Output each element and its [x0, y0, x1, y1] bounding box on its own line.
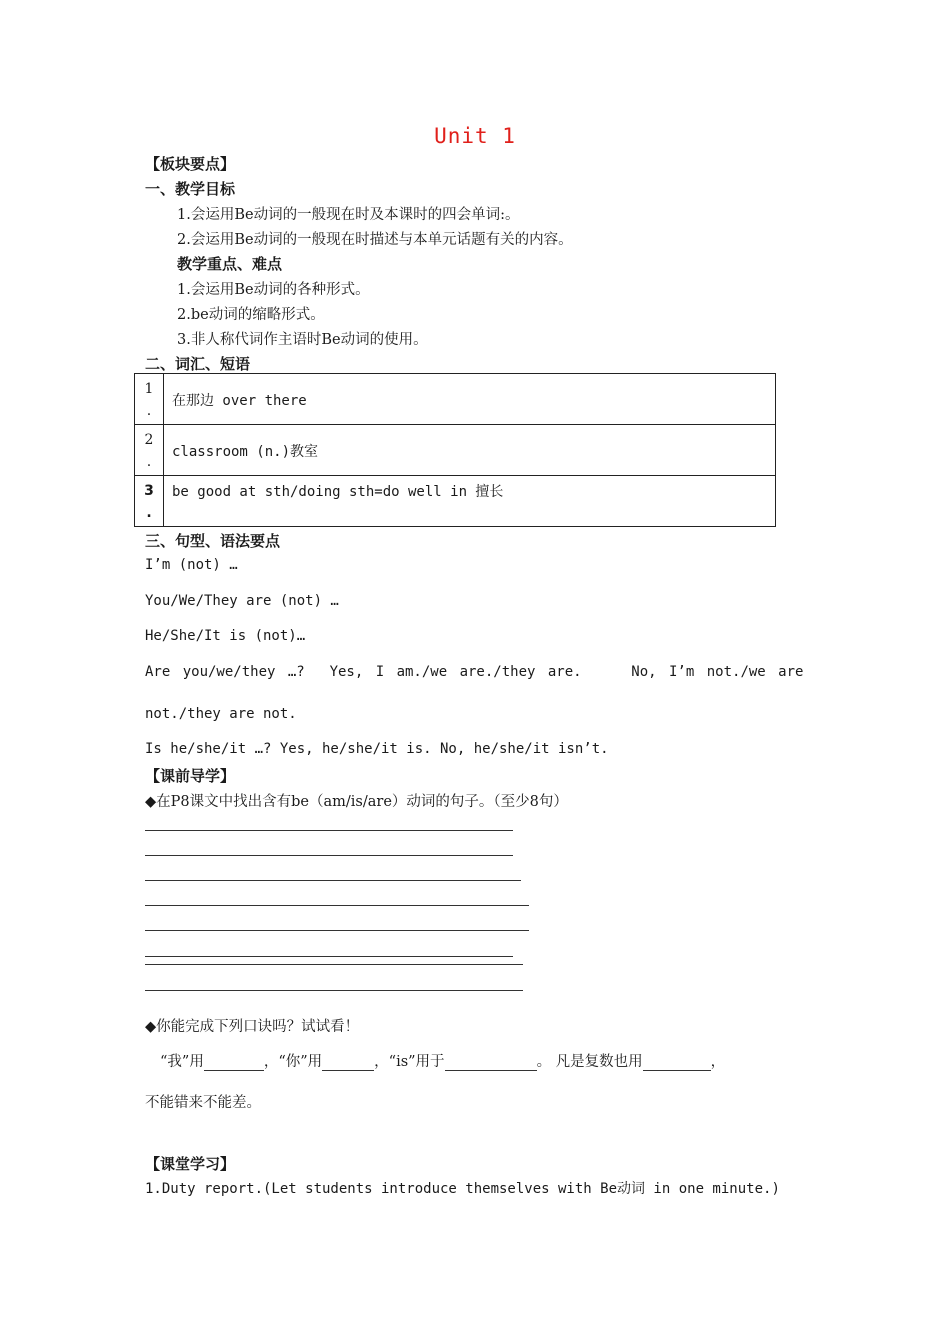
- objectives-heading: 一、教学目标: [145, 180, 236, 198]
- rhyme-text: ，“is”用于: [374, 1054, 445, 1070]
- row-text: 在那边 over there: [164, 374, 776, 425]
- table-row: [135, 374, 776, 425]
- page-title: Unit 1: [434, 124, 516, 148]
- focus-item-1: 1.会运用Be动词的各种形式。: [177, 282, 370, 298]
- rhyme-blank[interactable]: [204, 1054, 264, 1071]
- rhyme-blank[interactable]: [322, 1054, 374, 1071]
- answer-line[interactable]: [145, 830, 513, 831]
- table-row: [135, 425, 776, 476]
- objective-item-1: 1.会运用Be动词的一般现在时及本课时的四会单词:。: [177, 207, 520, 223]
- row-number: 2 .: [135, 425, 164, 476]
- grammar-line-6: Is he/she/it …? Yes, he/she/it is. No, he/she/it isn’t.: [145, 741, 609, 757]
- row-number: 3 .: [135, 476, 164, 527]
- objective-item-2: 2.会运用Be动词的一般现在时描述与本单元话题有关的内容。: [177, 232, 573, 248]
- classroom-item-1: 1.Duty report.(Let students introduce themselves with Be动词 in one minute.): [145, 1181, 780, 1197]
- row-text: be good at sth/doing sth=do well in 擅长: [164, 476, 776, 527]
- rhyme-blank[interactable]: [643, 1054, 711, 1071]
- vocab-table: [134, 373, 776, 527]
- answer-line[interactable]: [145, 990, 523, 991]
- rhyme-text: ，: [710, 1054, 726, 1070]
- rhyme-blank[interactable]: [445, 1054, 537, 1071]
- classroom-heading: 【课堂学习】: [145, 1155, 236, 1173]
- answer-line[interactable]: [145, 930, 529, 931]
- vocab-heading: 二、词汇、短语: [145, 355, 251, 373]
- answer-line[interactable]: [145, 956, 513, 957]
- answer-line[interactable]: [145, 880, 521, 881]
- answer-line[interactable]: [145, 905, 529, 906]
- row-text: classroom (n.)教室: [164, 425, 776, 476]
- table-row: [135, 476, 776, 527]
- focus-item-3: 3.非人称代词作主语时Be动词的使用。: [177, 332, 428, 348]
- grammar-line-2: You/We/They are (not) …: [145, 593, 339, 609]
- rhyme-line: [160, 1050, 725, 1071]
- preview-heading: 【课前导学】: [145, 767, 236, 785]
- rhyme-end: 不能错来不能差。: [145, 1095, 261, 1111]
- preview-task: ◆在P8课文中找出含有be（am/is/are）动词的句子。（至少8句）: [145, 794, 568, 810]
- grammar-heading: 三、句型、语法要点: [145, 532, 281, 550]
- grammar-line-1: I’m (not) …: [145, 557, 238, 573]
- answer-line[interactable]: [145, 855, 513, 856]
- grammar-line-5: not./they are not.: [145, 706, 297, 722]
- answer-line[interactable]: [145, 964, 523, 965]
- row-number: 1 .: [135, 374, 164, 425]
- focus-item-2: 2.be动词的缩略形式。: [177, 307, 325, 323]
- grammar-line-3: He/She/It is (not)…: [145, 628, 306, 644]
- rhyme-task: ◆你能完成下列口诀吗？试试看！: [145, 1019, 360, 1035]
- grammar-line-4: Are you/we/they …? Yes, I am./we are./they are. No, I’m not./we are: [145, 664, 804, 680]
- rhyme-text: “我”用: [160, 1054, 204, 1070]
- section-keypoints-heading: 【板块要点】: [145, 155, 236, 173]
- rhyme-text: ，“你”用: [263, 1054, 323, 1070]
- rhyme-text: 。 凡是复数也用: [536, 1054, 643, 1070]
- focus-heading: 教学重点、难点: [177, 255, 283, 273]
